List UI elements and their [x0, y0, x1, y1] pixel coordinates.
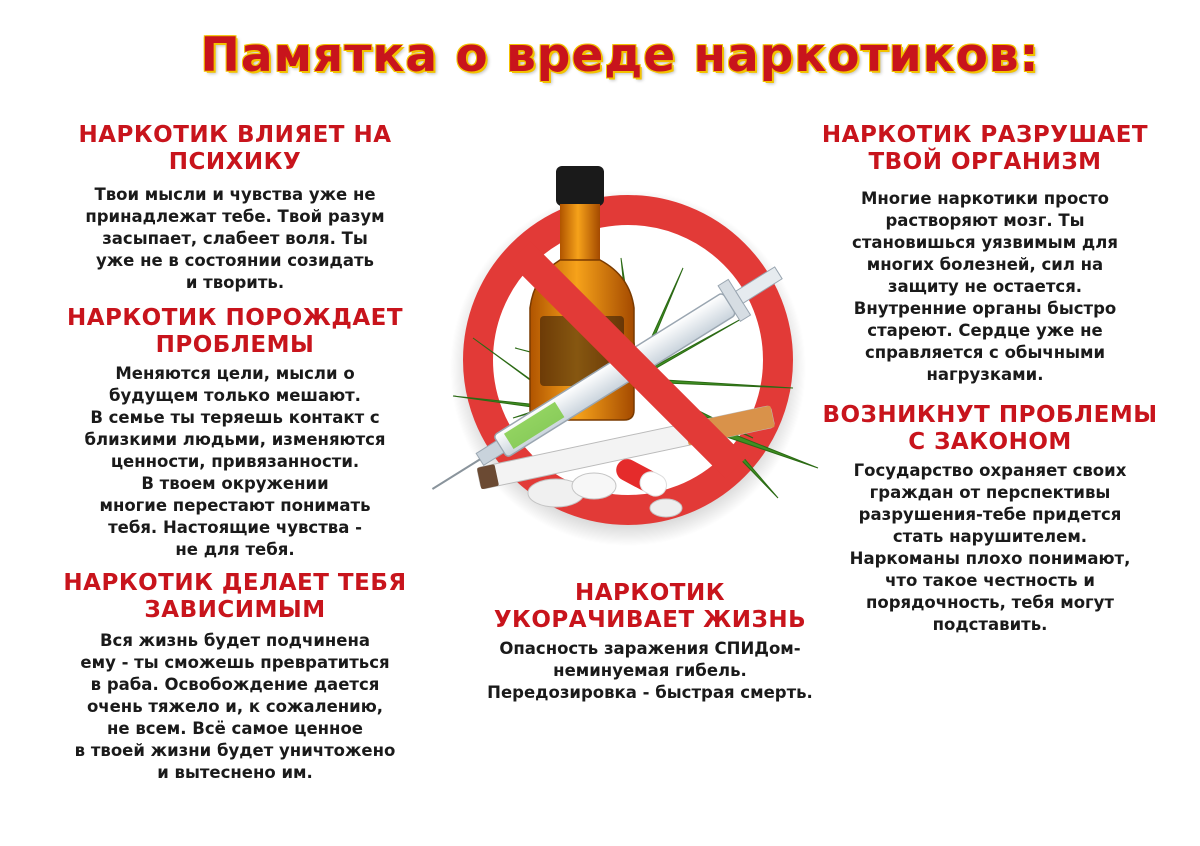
section-heading: НАРКОТИК ДЕЛАЕТ ТЕБЯ ЗАВИСИМЫМ: [63, 570, 407, 623]
section-problems: [40, 305, 430, 561]
prohibition-emblem: [418, 148, 838, 568]
section-law: [805, 402, 1175, 636]
section-psyche: [40, 122, 430, 294]
section-heading: НАРКОТИК УКОРАЧИВАЕТ ЖИЗНЬ: [493, 580, 807, 633]
section-heading: НАРКОТИК ВЛИЯЕТ НА ПСИХИКУ: [78, 122, 392, 175]
section-text: Твои мысли и чувства уже не принадлежат тебе. Твой разум засыпает, слабеет воля. Ты уже не в состоянии созидать и творить.: [85, 185, 385, 292]
section-text: Государство охраняет своих граждан от перспективы разрушения-тебе придется стать нарушителем. Наркоманы плохо понимают, что такое честность и порядочность, тебя могут подставить.: [849, 461, 1131, 634]
section-heading: ВОЗНИКНУТ ПРОБЛЕМЫ С ЗАКОНОМ: [822, 402, 1158, 455]
section-shortens: [440, 580, 860, 704]
poster-title: Памятка о вреде наркотиков:: [200, 28, 1040, 83]
section-heading: НАРКОТИК РАЗРУШАЕТ ТВОЙ ОРГАНИЗМ: [821, 122, 1149, 175]
section-text: Многие наркотики просто растворяют мозг. Ты становишься уязвимым для многих болезней, сил на защиту не остается. Внутренние органы быстро стареют. Сердце уже не справляется с обычными нагрузками.: [852, 189, 1118, 384]
section-text: Меняются цели, мысли о будущем только мешают. В семье ты теряешь контакт с близкими людьми, изменяются ценности, привязанности. В твоем окружении многие перестают понимать тебя. Настоящие чувства - не для тебя.: [84, 364, 386, 559]
section-text: Опасность заражения СПИДом- неминуемая гибель. Передозировка - быстрая смерть.: [487, 639, 813, 702]
section-heading: НАРКОТИК ПОРОЖДАЕТ ПРОБЛЕМЫ: [66, 305, 404, 358]
section-destroys: [800, 122, 1170, 386]
section-text: Вся жизнь будет подчинена ему - ты сможешь превратиться в раба. Освобождение дается очень тяжело и, к сожалению, не всем. Всё самое ценное в твоей жизни будет уничтожено и вытеснено им.: [74, 631, 396, 782]
section-dependent: [35, 570, 435, 784]
